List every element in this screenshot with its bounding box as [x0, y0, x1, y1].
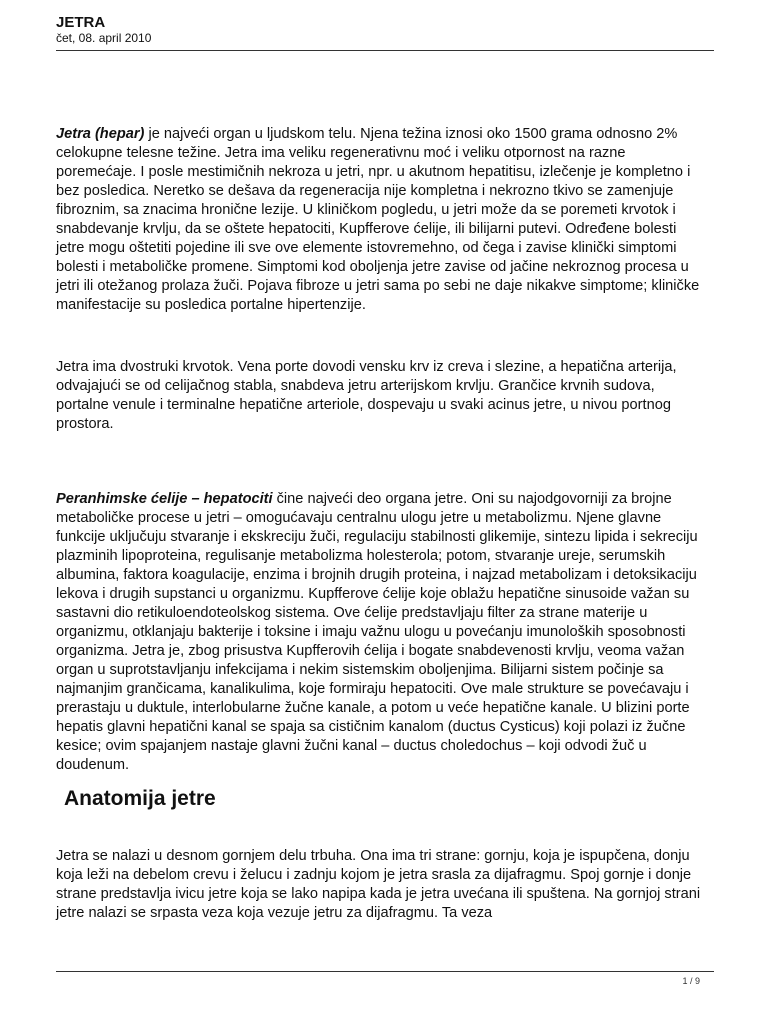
paragraph-body: je najveći organ u ljudskom telu. Njena težina iznosi oko 1500 grama odnosno 2% celokupne telesne težine. Jetra ima veliku regenerativnu moć i veliku otpornost na razne poremećaje. I posle mestimičnih nekroza u jetri, npr. u akutnom hepatitisu, izlečenje je kompletno i bez posledica. Neretko se dešava da regeneracija nije kompletna i nekrozno tkivo se zamenjuje fibroznim, sa znacima hronične lezije. U kliničkom pogledu, u jetri može da se poremeti krvotok i snabdevanje krvlju, da se oštete hepatociti, Kupfferove ćelije, ili bilijarni putevi. Određene bolesti jetre mogu oštetiti pojedine ili sve ove elemente istovremehno, od čega i zavise klinički simptomi bolesti i metaboličke promene. Simptomi kod obolјenja jetre zavise od jačine nekroznog procesa u jetri ili otežanog prolaza žuči. Pojava fibroze u jetri sama po sebi ne daje nikakve simptome; kliničke manifestacije su posledica portalne hipertenzije. — [56, 126, 700, 313]
section-heading: Anatomija jetre — [64, 787, 216, 810]
paragraph-lead-term: Peranhimske ćelije – hepatociti — [56, 491, 273, 507]
header-divider — [56, 50, 714, 51]
paragraph-anatomy: Jetra se nalazi u desnom gornjem delu trbuha. Ona ima tri strane: gornju, koja je ispupčena, donju koja leži na debelom crevu i želucu i zadnju kojom je jetra srasla za dijafragmu. Spoj gornje i donje strane predstavlja ivicu jetre koja se lako napipa kada je jetra uvećana ili spuštena. Na gornjoj strani jetre nalazi se srpasta veza koja vezuje jetru za dijafragmu. Ta veza — [56, 848, 701, 921]
document-date: čet, 08. april 2010 — [56, 31, 152, 45]
document-header — [56, 14, 714, 45]
paragraph-blood-supply: Jetra ima dvostruki krvotok. Vena porte dovodi vensku krv iz creva i slezine, a hepatična arterija, odvajajući se od celijačnog stabla, snabdeva jetru arterijskom krvlju. Grančice krvnih sudova, portalne venule i terminalne hepatične arteriole, dospevaju u svaki acinus jetre, u nivou portnog prostora. — [56, 359, 677, 432]
paragraph-lead-term: Jetra (hepar) — [56, 126, 145, 142]
paragraph-hepatocytes — [56, 490, 706, 775]
footer-divider — [56, 971, 714, 972]
paragraph-body: čine najveći deo organa jetre. Oni su najodgovorniji za brojne metaboličke procese u jetri – omogućavaju centralnu ulogu jetre u metabolizmu. Njene glavne funkcije uključuju stvaranje i ekskreciju žuči, regulaciju stabilnosti glikemije, sintezu lipida i sekreciju plazminih lipoproteina, regulisanje metabolizma holesterola; potom, stvaranje ureje, serumskih albumina, faktora koagulacije, enzima i brojnih drugih proteina, i najzad metabolizam i detoksikaciju lekova i drugih supstanci u organizmu. Kupfferove ćelije koje oblažu hepatične sinusoide važan su sastavni dio retikuloendoteolskog sistema. Ove ćelije predstavljaju filter za strane materije u organizmu, otklanjaju bakterije i toksine i imaju važnu ulogu u povećanju imunoloških sposobnosti organizma. Jetra je, zbog prisustva Kupfferovih ćelija i bogate snabdevenosti krvlju, veoma važan organ u suprotstavljanju infekcijama i nekim sistemskim oboljenjima. Bilijarni sistem počinje sa najmanjim grančicama, kanalikulima, koje formiraju hepatociti. Ove male strukture se povećavaju i prerastaju u duktule, interlobularne žučne kanale, a potom u veće hepatične kanale. U blizini porte hepatis glavni hepatični kanal se spaja sa cističnim kanalom (ductus Cysticus) koji polazi iz žučne kesice; ovim spajanjem nastaje glavni žučni kanal – ductus choledochus – koji odvodi žuč u doudenum. — [56, 491, 698, 773]
document-title: JETRA — [56, 14, 106, 31]
paragraph-intro — [56, 125, 706, 315]
page-number: 1 / 9 — [682, 976, 700, 986]
